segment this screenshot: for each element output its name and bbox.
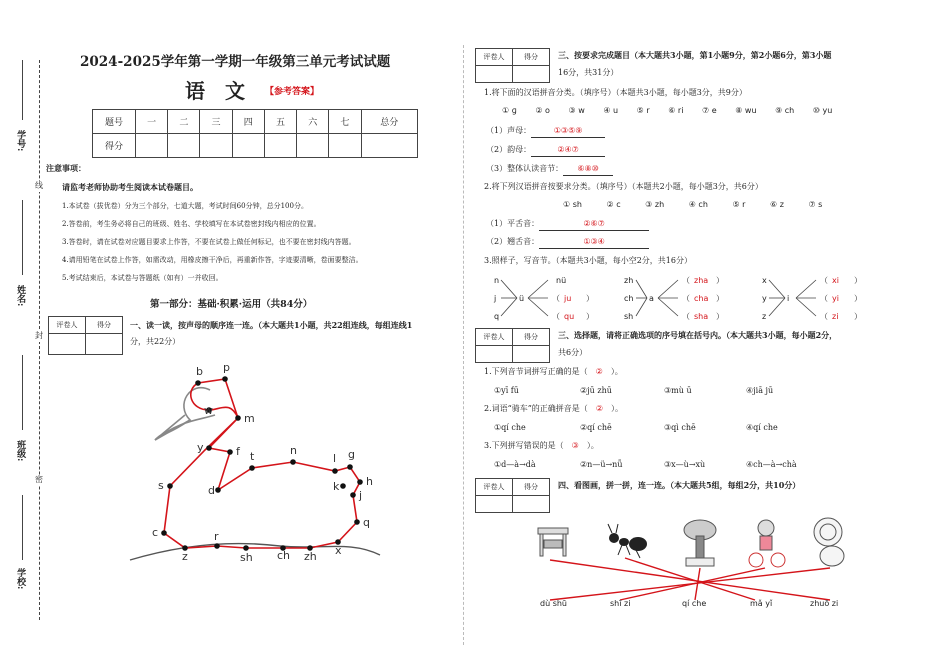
- connection-path: [164, 379, 363, 548]
- paren: ）: [854, 276, 862, 285]
- answer-field[interactable]: ①③⑤⑨: [531, 126, 605, 138]
- paren: （: [552, 312, 560, 321]
- syllable-initial: z: [762, 312, 767, 321]
- paren: ）: [716, 294, 724, 303]
- grader-box: [48, 316, 123, 355]
- dot-label-z: z: [182, 550, 188, 563]
- option: ① ɡ: [502, 106, 517, 115]
- answer-field[interactable]: ②: [595, 367, 603, 376]
- row-label: （3）整体认读音节：: [486, 164, 564, 173]
- class-line: [22, 355, 23, 430]
- grader-input[interactable]: [513, 346, 550, 363]
- dot-f[interactable]: [227, 449, 233, 455]
- q3-title-cont: 16分，共31分）: [558, 68, 619, 77]
- question-tail: ）。: [610, 367, 623, 376]
- paren: （: [552, 294, 560, 303]
- dot-label-d: d: [208, 484, 215, 497]
- grader-box: [475, 478, 550, 513]
- syllable-answer: zi: [832, 312, 839, 321]
- option: ⑥ ri: [668, 106, 684, 115]
- dot-m[interactable]: [235, 415, 241, 421]
- note-item: 4.请用铅笔在试卷上作答，如需改动，用橡皮擦干净后，再重新作答，字迹要清晰，卷面要整洁。: [62, 256, 363, 264]
- row-label: （2）韵母：: [486, 145, 532, 154]
- score-header-cell: 四: [232, 110, 264, 134]
- answer-field[interactable]: ②⑥⑦: [539, 219, 649, 231]
- option: ② o: [535, 106, 550, 115]
- school-label: 学校:: [15, 568, 26, 590]
- paren: （: [682, 276, 690, 285]
- grader-reviewer-label: 评卷人: [476, 479, 513, 496]
- dot-label-c: c: [152, 526, 159, 539]
- paren: ）: [854, 294, 862, 303]
- syllable-final: i: [787, 294, 790, 303]
- grader-score-label: 得分: [513, 329, 550, 346]
- option[interactable]: ④jiā jū: [746, 386, 774, 395]
- ant-icon: [608, 524, 647, 558]
- dot-t[interactable]: [249, 465, 255, 471]
- dot-j[interactable]: [350, 492, 356, 498]
- syllable-answer: ju: [564, 294, 572, 303]
- score-input-cell[interactable]: [168, 134, 200, 158]
- dot-k[interactable]: [340, 483, 346, 489]
- syllable-initial: n: [494, 276, 500, 285]
- answer-tag: 【参考答案】: [265, 87, 320, 97]
- option[interactable]: ②qí chē: [580, 423, 612, 432]
- syllable-group: [624, 276, 724, 321]
- dot-s[interactable]: [167, 483, 173, 489]
- dot-label-sh: sh: [240, 551, 253, 564]
- option: ⑤ r: [636, 106, 650, 115]
- lion-icon: [814, 518, 844, 566]
- paren: （: [820, 276, 828, 285]
- dot-p[interactable]: [222, 376, 228, 382]
- option: ② c: [606, 200, 621, 209]
- option: ① sh: [563, 200, 582, 209]
- q3-title: 三、按要求完成题目（本大题共3小题，第1小题9分，第2小题6分，第3小题: [558, 50, 832, 60]
- q1-title-cont: 分，共22分）: [130, 337, 181, 346]
- syllable-initial: y: [762, 294, 767, 303]
- question-tail: ）。: [586, 441, 599, 450]
- seal-char-mi: 密: [35, 475, 43, 484]
- name-label: 姓名:: [15, 285, 26, 307]
- dot-label-ch: ch: [277, 549, 291, 562]
- score-input-cell[interactable]: [200, 134, 232, 158]
- notes-bold-line: 请监考老师协助考生阅读本试卷题目。: [62, 182, 198, 192]
- dot-label-m: m: [244, 412, 255, 425]
- option[interactable]: ③qì chē: [664, 423, 696, 432]
- grader-input[interactable]: [86, 334, 123, 355]
- grader-box: [475, 328, 550, 363]
- dot-label-x: x: [335, 544, 342, 557]
- syllable-group: [762, 276, 862, 321]
- paren: （: [682, 294, 690, 303]
- paren: （: [820, 312, 828, 321]
- score-input-cell[interactable]: [329, 134, 361, 158]
- q3-sub1-row: [486, 145, 605, 157]
- column-divider: [463, 45, 464, 645]
- option: ③ w: [568, 106, 585, 115]
- q4-title: 四、看图画，拼一拼，连一连。（本大题共5组，每组2分，共10分）: [558, 480, 801, 490]
- option: ⑤ r: [732, 200, 746, 209]
- grader-box: [475, 48, 550, 83]
- score-row-label: 得分: [93, 134, 136, 158]
- score-header-cell: 题号: [93, 110, 136, 134]
- dot-y[interactable]: [206, 445, 212, 451]
- score-input-cell[interactable]: [264, 134, 296, 158]
- tree-icon: [684, 520, 716, 566]
- option: ④ ch: [688, 200, 708, 209]
- q3b-title: 三、选择题，请将正确选项的序号填在括号内。（本大题共3小题，每小题2分，: [558, 330, 838, 340]
- note-item: 3.答卷时，请在试卷对应题目要求上作答，不要在试卷上做任何标记，也不要在密封线内答题。: [62, 238, 356, 246]
- paren: （: [820, 294, 828, 303]
- seal-char-xian: 线: [35, 181, 43, 190]
- syllable-answer: sha: [694, 312, 709, 321]
- option: ⑦ e: [702, 106, 717, 115]
- score-header-cell: 一: [136, 110, 168, 134]
- score-header-cell: 六: [297, 110, 329, 134]
- choice-options: [494, 460, 797, 471]
- score-input-cell[interactable]: [361, 134, 417, 158]
- q4-pinyin-row: [540, 599, 838, 610]
- option[interactable]: ②n—ü→nǚ: [580, 460, 623, 469]
- row-label: （2）翘舌音：: [486, 237, 540, 246]
- syllable-final: a: [649, 294, 654, 303]
- syllable-initial: q: [494, 312, 500, 321]
- grader-reviewer-label: 评卷人: [476, 49, 513, 66]
- cyclist-icon: [749, 520, 785, 567]
- option: ⑦ s: [808, 200, 823, 209]
- option[interactable]: ④qí che: [746, 423, 778, 432]
- syllable-initial: x: [762, 276, 767, 285]
- dot-q[interactable]: [354, 519, 360, 525]
- ground-line: [130, 544, 380, 560]
- syllable-answer: zha: [694, 276, 709, 285]
- q3-sub1-row: [486, 126, 605, 138]
- syllable-answer: cha: [694, 294, 709, 303]
- dot-b[interactable]: [195, 380, 201, 386]
- pinyin-label: mǎ yǐ: [750, 599, 773, 608]
- desk-icon: [538, 528, 568, 556]
- q1-title: 一、读一读，按声母的顺序连一连。（本大题共1小题，共22组连线，每组连线1: [130, 320, 413, 330]
- syllable-initial: ch: [624, 294, 634, 303]
- option: ⑥ z: [770, 200, 784, 209]
- answer-field[interactable]: ②: [595, 404, 603, 413]
- option[interactable]: ②jū zhū: [580, 386, 612, 395]
- dot-label-n: n: [290, 444, 297, 457]
- q3-sub1-row: [486, 164, 613, 176]
- syllable-answer: qu: [564, 312, 575, 321]
- option: ⑩ yu: [812, 106, 833, 115]
- q3-sub1-options: [502, 106, 832, 117]
- question-text: 1.下列音节词拼写正确的是（: [484, 367, 588, 376]
- score-header-cell: 三: [200, 110, 232, 134]
- q3-sub1-title: 1.将下面的汉语拼音分类。（填序号）（本题共3小题，每小题3分，共9分）: [484, 88, 747, 97]
- dot-label-r: r: [214, 530, 219, 543]
- paren: ）: [854, 312, 862, 321]
- dot-n[interactable]: [290, 459, 296, 465]
- answer-field[interactable]: ①③④: [539, 237, 649, 249]
- choice-question: [484, 441, 599, 452]
- grader-score-label: 得分: [513, 49, 550, 66]
- syllable-final: ü: [519, 294, 525, 303]
- answer-field[interactable]: ③: [571, 441, 579, 450]
- dot-g[interactable]: [347, 464, 353, 470]
- dot-label-q: q: [363, 516, 370, 529]
- exam-title: 2024-2025学年第一学期一年级第三单元考试试题: [80, 54, 391, 70]
- syllable-example: nü: [556, 276, 567, 285]
- dot-label-zh: zh: [304, 550, 317, 563]
- score-input-cell[interactable]: [136, 134, 168, 158]
- dot-r[interactable]: [214, 543, 220, 549]
- score-input-cell[interactable]: [232, 134, 264, 158]
- row-label: （1）声母：: [486, 126, 532, 135]
- dot-c[interactable]: [161, 530, 167, 536]
- choice-options: [494, 423, 778, 434]
- q3b-title-cont: 共6分）: [558, 348, 588, 357]
- option[interactable]: ③x—ù→xù: [664, 460, 706, 469]
- option[interactable]: ①d—à→dà: [494, 460, 536, 469]
- dot-label-p: p: [223, 361, 230, 374]
- syllable-group: [493, 276, 594, 321]
- question-text: 2.词语“骑车”的正确拼音是（: [484, 404, 588, 413]
- answer-field[interactable]: ⑥⑧⑩: [563, 164, 613, 176]
- option: ⑨ ch: [775, 106, 795, 115]
- dot-label-b: b: [196, 365, 203, 378]
- pinyin-label: shī zi: [610, 599, 631, 608]
- note-item: 2.答卷前，考生务必将自己的班级、姓名、学校填写在本试卷密封线内相应的位置。: [62, 220, 321, 228]
- grader-input[interactable]: [49, 334, 86, 355]
- note-item: 5.考试结束后，本试卷与答题纸（如有）一并收回。: [62, 274, 223, 282]
- q3-sub2-options: [563, 200, 822, 211]
- choice-question: [484, 367, 623, 378]
- grader-input[interactable]: [476, 496, 513, 513]
- choice-options: [494, 386, 773, 397]
- dot-label-g: g: [348, 448, 355, 461]
- dot-l[interactable]: [332, 468, 338, 474]
- swan-dots: [152, 361, 373, 564]
- option: ⑧ wu: [735, 106, 757, 115]
- syllable-answer: xi: [832, 276, 839, 285]
- pinyin-label: dù shū: [540, 599, 567, 608]
- choice-question: [484, 404, 623, 415]
- dot-label-y: y: [197, 441, 204, 454]
- syllable-initial: j: [494, 294, 497, 303]
- q3-sub2-title: 2.将下列汉语拼音按要求分类。（填序号）（本题共2小题，每小题3分，共6分）: [484, 182, 763, 191]
- score-header-cell: 五: [264, 110, 296, 134]
- notes-heading: 注意事项：: [46, 163, 86, 173]
- grader-input[interactable]: [476, 346, 513, 363]
- swan-dot-puzzle: [120, 360, 390, 575]
- dot-sh[interactable]: [243, 545, 249, 551]
- question-text: 3.下列拼写错误的是（: [484, 441, 564, 450]
- part1-heading: 第一部分：基础·积累·运用（共84分）: [150, 299, 313, 310]
- name-line: [22, 200, 23, 275]
- syllable-diagrams: [490, 272, 870, 328]
- row-label: （1）平舌音：: [486, 219, 540, 228]
- dot-h[interactable]: [357, 479, 363, 485]
- option[interactable]: ③mù ū: [664, 386, 692, 395]
- option: ③ zh: [645, 200, 665, 209]
- option: ④ u: [603, 106, 619, 115]
- dot-label-h: h: [366, 475, 373, 488]
- paren: ）: [586, 294, 594, 303]
- q3-sub2-row: [486, 219, 649, 231]
- paren: （: [682, 312, 690, 321]
- syllable-initial: sh: [624, 312, 634, 321]
- score-table: [92, 109, 418, 158]
- option[interactable]: ④ch—à→chà: [746, 460, 797, 469]
- answer-field[interactable]: ②④⑦: [531, 145, 605, 157]
- question-tail: ）。: [610, 404, 623, 413]
- paren: ）: [716, 312, 724, 321]
- student-id-line: [22, 60, 23, 120]
- grader-reviewer-label: 评卷人: [49, 317, 86, 334]
- pinyin-label: qí che: [682, 599, 707, 608]
- pinyin-label: zhuō zi: [810, 599, 839, 608]
- option[interactable]: ①qí che: [494, 423, 526, 432]
- grader-input[interactable]: [476, 66, 513, 83]
- student-id-label: 学号:: [15, 130, 26, 152]
- subject-title: 语 文: [185, 79, 245, 103]
- syllable-initial: zh: [624, 276, 634, 285]
- note-item: 1.本试卷（拔优卷）分为三个部分，七道大题，考试时间60分钟，总分100分。: [62, 202, 308, 210]
- score-header-cell: 二: [168, 110, 200, 134]
- class-label: 班级:: [15, 440, 26, 462]
- grader-reviewer-label: 评卷人: [476, 329, 513, 346]
- dot-label-j: j: [359, 489, 363, 502]
- dot-label-s: s: [158, 479, 164, 492]
- score-header-cell: 七: [329, 110, 361, 134]
- dot-label-l: l: [333, 452, 337, 465]
- dot-d[interactable]: [215, 487, 221, 493]
- seal-char-feng: 封: [35, 331, 43, 340]
- q3-sub2-row: [486, 237, 649, 249]
- score-input-cell[interactable]: [297, 134, 329, 158]
- dot-label-f: f: [236, 445, 240, 458]
- paren: ）: [586, 312, 594, 321]
- dot-label-w: w: [204, 404, 213, 417]
- binding-margin: [0, 0, 50, 672]
- school-line: [22, 495, 23, 560]
- q3-sub3-title: 3.照样子，写音节。（本题共3小题，每小空2分，共16分）: [484, 256, 692, 265]
- grader-score-label: 得分: [86, 317, 123, 334]
- swan-beak: [155, 415, 190, 440]
- syllable-answer: yi: [832, 294, 839, 303]
- dot-label-k: k: [333, 480, 340, 493]
- score-header-cell: 总分: [361, 110, 417, 134]
- option[interactable]: ①yī fū: [494, 386, 519, 395]
- dot-label-t: t: [250, 450, 255, 463]
- grader-input[interactable]: [513, 66, 550, 83]
- paren: ）: [716, 276, 724, 285]
- grader-score-label: 得分: [513, 479, 550, 496]
